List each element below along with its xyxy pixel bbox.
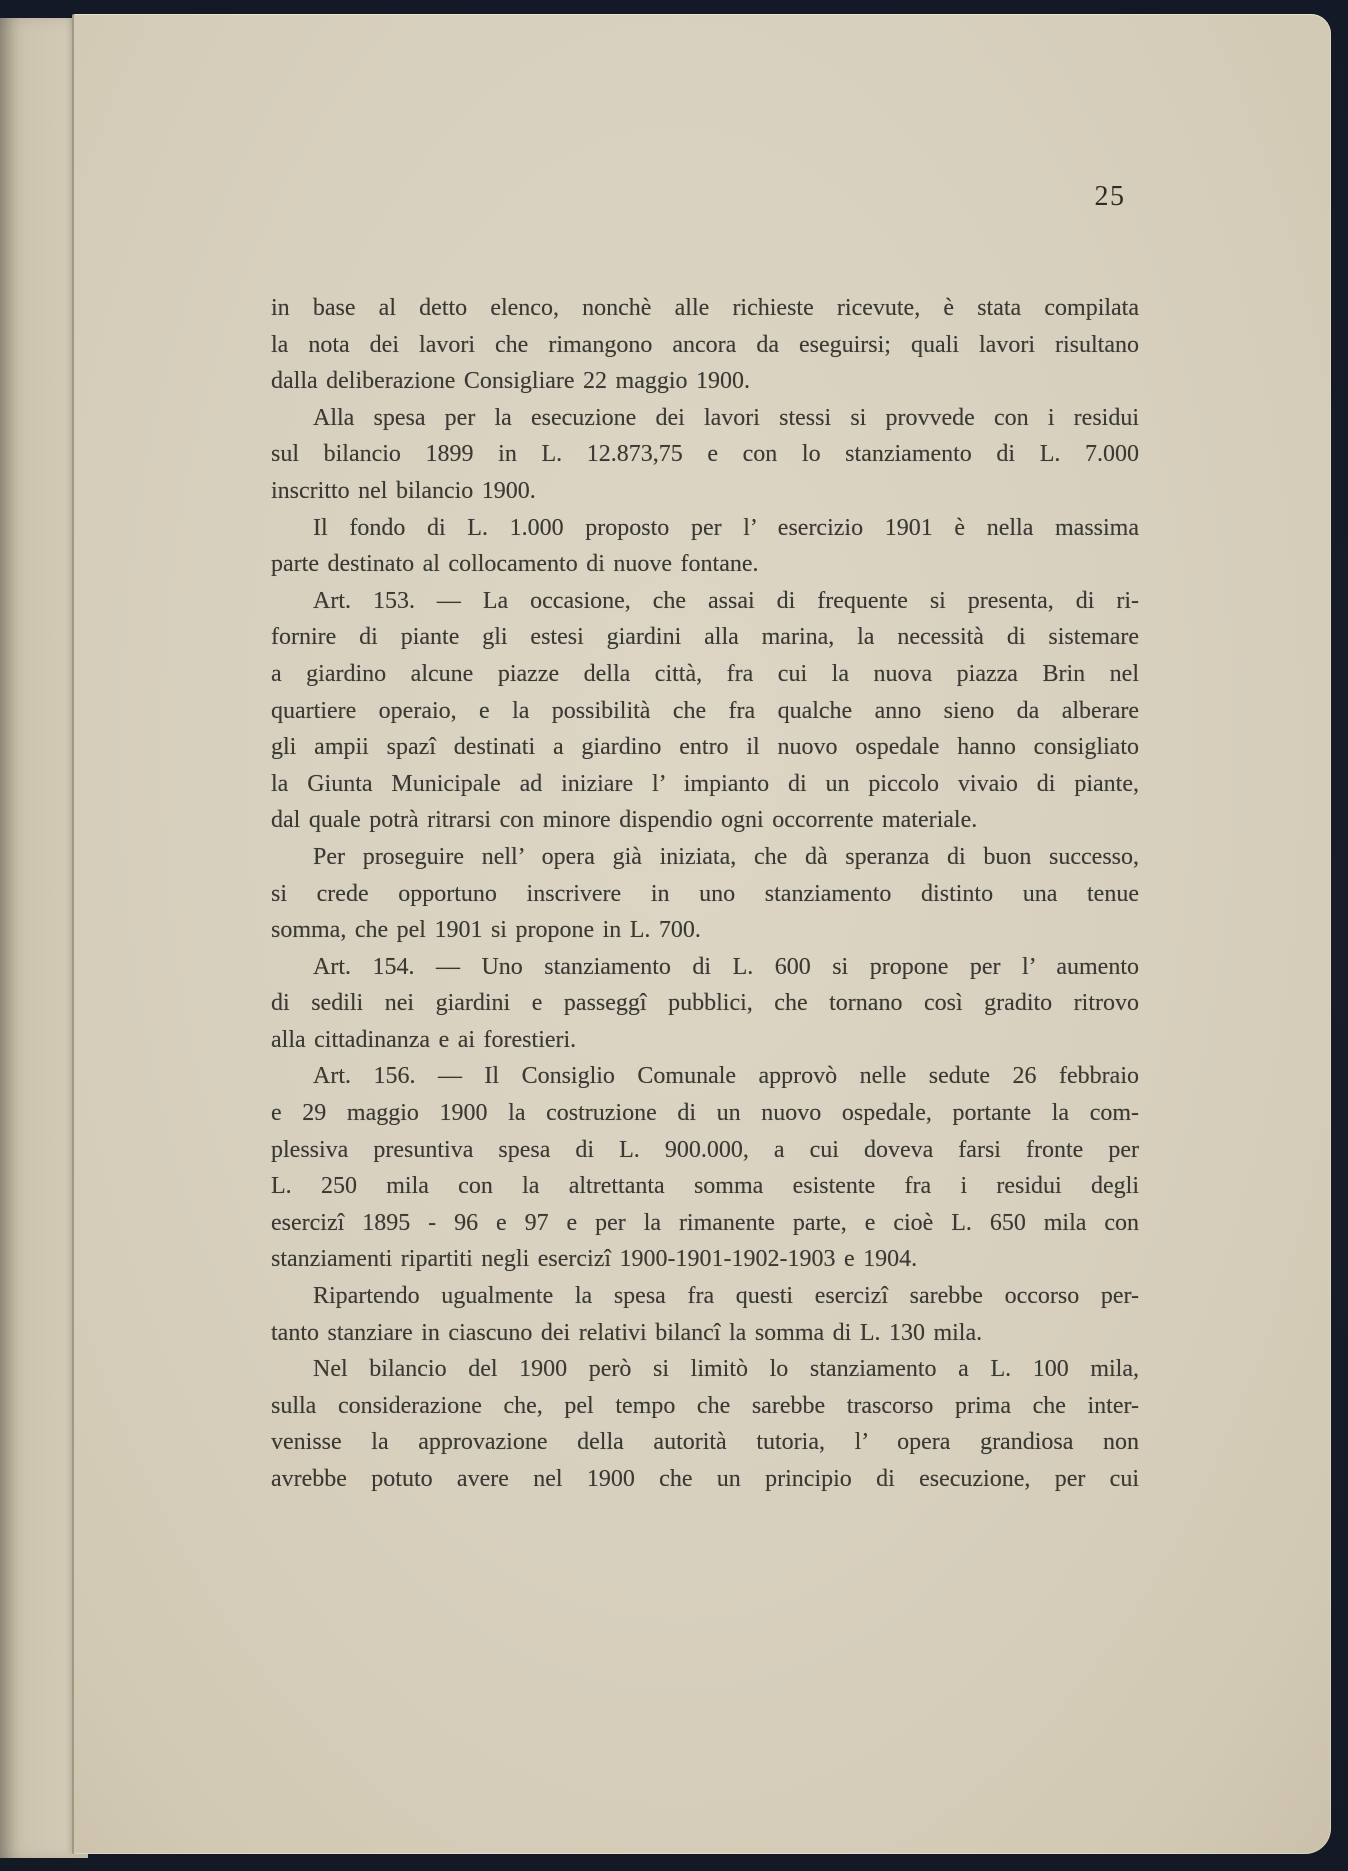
text-line: e 29 maggio 1900 la costruzione di un nuovo ospedale, portante la com- bbox=[271, 1100, 1139, 1127]
text-line: sulla considerazione che, pel tempo che sarebbe trascorso prima che inter- bbox=[271, 1392, 1139, 1419]
text-line: Il fondo di L. 1.000 proposto per l’ esercizio 1901 è nella massima bbox=[313, 514, 1139, 541]
text-line: Ripartendo ugualmente la spesa fra questi esercizî sarebbe occorso per- bbox=[313, 1283, 1139, 1310]
text-line: alla cittadinanza e ai forestieri. bbox=[271, 1026, 577, 1053]
text-line: inscritto nel bilancio 1900. bbox=[271, 477, 536, 504]
text-line: Art. 156. — Il Consiglio Comunale approvò nelle sedute 26 febbraio bbox=[313, 1063, 1139, 1090]
text-line: Per proseguire nell’ opera già iniziata, che dà speranza di buon successo, bbox=[313, 843, 1139, 870]
text-line: quartiere operaio, e la possibilità che fra qualche anno sieno da alberare bbox=[271, 697, 1139, 724]
text-line: parte destinato al collocamento di nuove fontane. bbox=[271, 551, 759, 578]
text-line: si crede opportuno inscrivere in uno stanziamento distinto una tenue bbox=[271, 880, 1139, 907]
book-page bbox=[74, 14, 1331, 1854]
text-line: venisse la approvazione della autorità tutoria, l’ opera grandiosa non bbox=[271, 1429, 1139, 1456]
text-line: Art. 154. — Uno stanziamento di L. 600 si propone per l’ aumento bbox=[313, 953, 1139, 980]
text-line: tanto stanziare in ciascuno dei relativi bilancî la somma di L. 130 mila. bbox=[271, 1319, 983, 1346]
text-line: Nel bilancio del 1900 però si limitò lo stanziamento a L. 100 mila, bbox=[313, 1356, 1139, 1383]
text-line: a giardino alcune piazze della città, fra cui la nuova piazza Brin nel bbox=[271, 660, 1139, 687]
text-line: Alla spesa per la esecuzione dei lavori stessi si provvede con i residui bbox=[313, 404, 1139, 431]
text-line: sul bilancio 1899 in L. 12.873,75 e con lo stanziamento di L. 7.000 bbox=[271, 441, 1139, 468]
text-line: fornire di piante gli estesi giardini alla marina, la necessità di sistemare bbox=[271, 624, 1139, 651]
text-line: plessiva presuntiva spesa di L. 900.000, a cui doveva farsi fronte per bbox=[271, 1136, 1139, 1163]
page-number: 25 bbox=[1094, 181, 1126, 212]
text-line: esercizî 1895 - 96 e 97 e per la rimanente parte, e cioè L. 650 mila con bbox=[271, 1209, 1139, 1236]
text-line: gli ampii spazî destinati a giardino entro il nuovo ospedale hanno consigliato bbox=[271, 734, 1139, 761]
text-line: avrebbe potuto avere nel 1900 che un principio di esecuzione, per cui bbox=[271, 1466, 1139, 1492]
text-line: dal quale potrà ritrarsi con minore dispendio ogni occorrente materiale. bbox=[271, 807, 978, 834]
text-line: Art. 153. — La occasione, che assai di frequente si presenta, di ri- bbox=[313, 587, 1139, 614]
text-line: L. 250 mila con la altrettanta somma esistente fra i residui degli bbox=[271, 1173, 1139, 1200]
text-line: la nota dei lavori che rimangono ancora da eseguirsi; quali lavori risultano bbox=[271, 331, 1139, 358]
text-block bbox=[271, 290, 1139, 1498]
text-line: dalla deliberazione Consigliare 22 maggio 1900. bbox=[271, 368, 751, 395]
text-line: la Giunta Municipale ad iniziare l’ impianto di un piccolo vivaio di piante, bbox=[271, 770, 1139, 797]
text-line: stanziamenti ripartiti negli esercizî 1900-1901-1902-1903 e 1904. bbox=[271, 1246, 918, 1273]
text-line: somma, che pel 1901 si propone in L. 700. bbox=[271, 917, 701, 944]
text-line: di sedili nei giardini e passeggî pubblici, che tornano così gradito ritrovo bbox=[271, 990, 1139, 1017]
text-line: in base al detto elenco, nonchè alle richieste ricevute, è stata compilata bbox=[271, 295, 1139, 321]
